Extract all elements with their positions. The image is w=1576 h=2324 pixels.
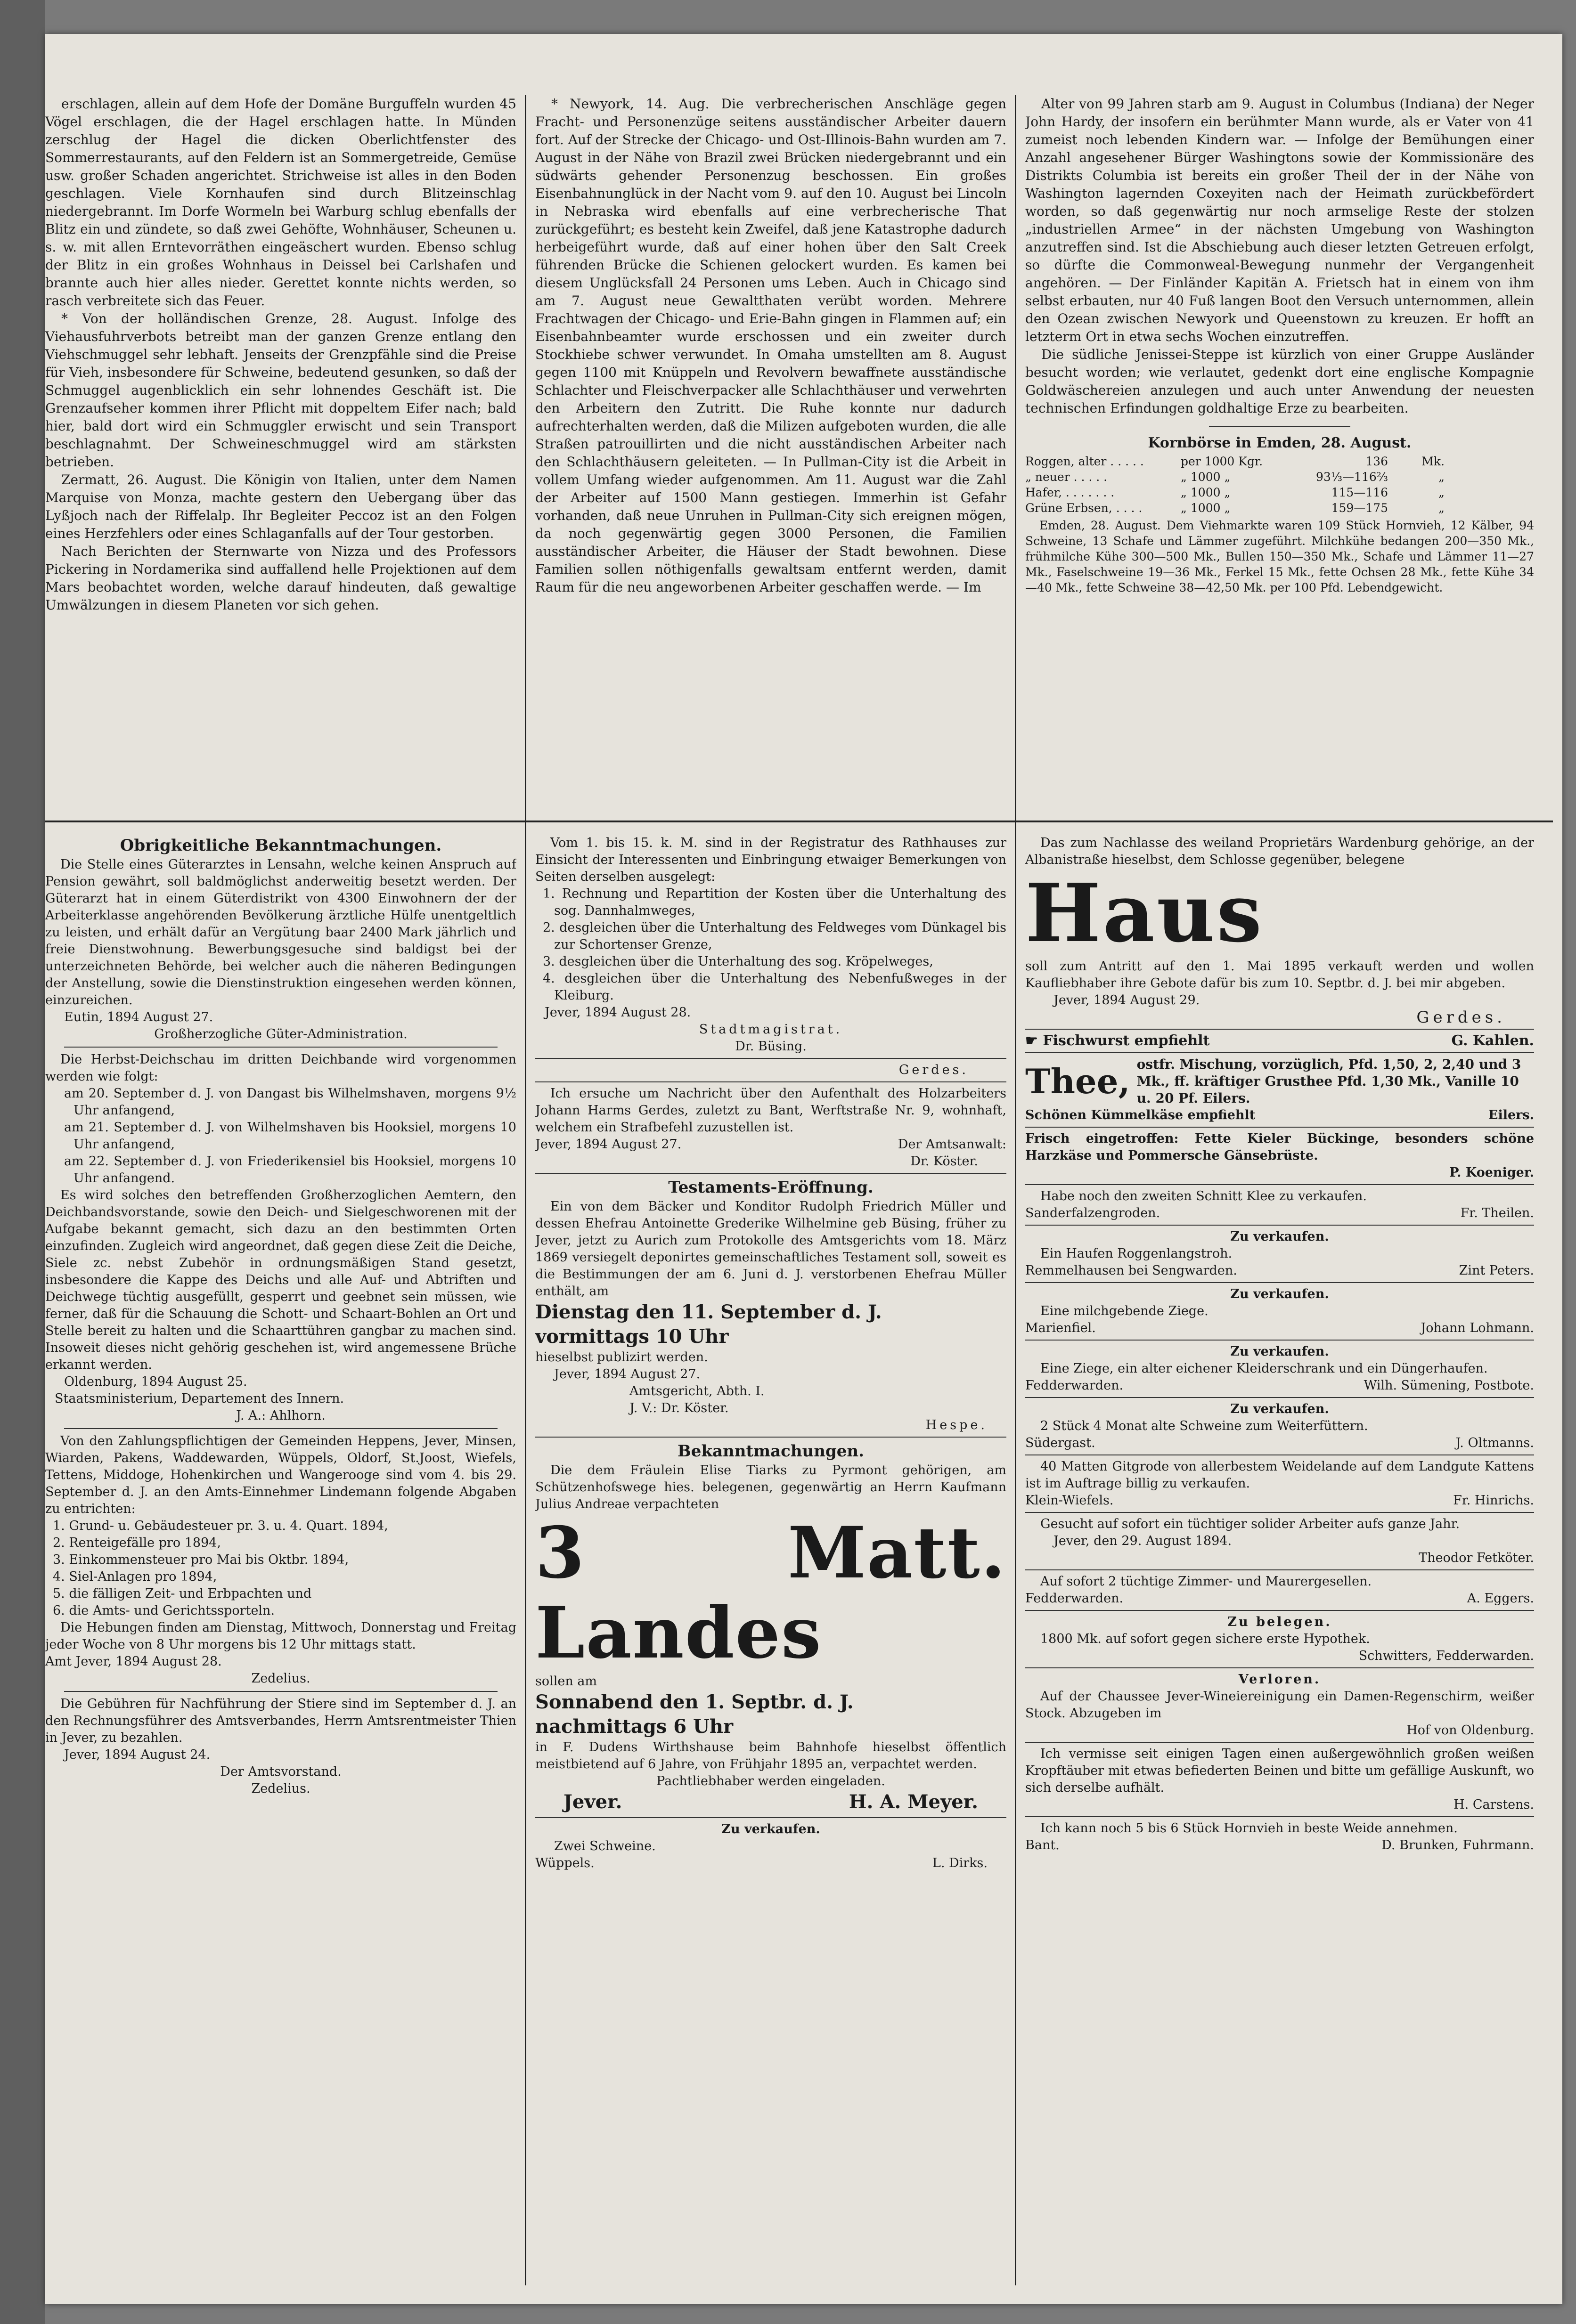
ad-title: Verloren. xyxy=(1238,1672,1321,1687)
abgaben-list xyxy=(45,1518,516,1619)
divider xyxy=(1025,1225,1534,1226)
news-para: * Newyork, 14. Aug. Die verbrecherischen Anschläge gegen Fracht- und Personenzüge seitens ausständischer Arbeiter dauern fort. Auf der Strecke der Chicago- und Ost-Illinois-Bahn wurden am 7. August in der Nähe von Brazil zwei Brücken niedergebrannt und ein südwärts gehender Personenzug beschossen. Ein großes Eisenbahnunglück in der Nacht vom 9. auf den 10. August bei Lincoln in Nebraska wird ebenfalls auf eine verbrecherische That zurückgeführt; es besteht kein Zweifel, daß jene Katastrophe dadurch herbeigeführt wurde, daß auf einer hohen über den Salt Creek führenden Brücke die Schienen gelockert wurden. Es kamen bei diesem Unglücksfall 24 Personen ums Leben. Auch in Chicago sind am 7. August neue Gewaltthaten verübt worden. Mehrere Frachtwagen der Chicago- und Erie-Bahn gingen in Flammen auf; ein Eisenbahnbeamter wurde erschossen und ein zweiter durch Stockhiebe schwer verwundet. In Omaha umstellten am 8. August gegen 1100 mit Knüppeln und Revolvern bewaffnete ausständische Schlachter und Fleischverpacker alle Schlachthäuser und verwehrten den Arbeitern den Zutritt. Die Ruhe konnte nur dadurch aufrechterhalten werden, daß die Milizen aufgeboten wurden, die alle Straßen patrouillirten und die nicht ausständischen Arbeiter nach den Schlachthäusern geleiteten. — In Pullman-City ist die Arbeit in vollem Umfang wieder aufgenommen. Am 11. August war die Zahl der Arbeiter auf 1500 Mann gestiegen. Immerhin ist Gefahr vorhanden, daß neue Unruhen in Pullman-City sich ereignen mögen, da noch gegenwärtig gegen 3000 Personen, die Familien ausständischer Arbeiter, die Häuser der Stadt bewohnen. Diese Familien sollen nöthigenfalls gewaltsam entfernt werden, damit Raum für die neu angeworbenen Arbeiter geschaffen werde. — Im xyxy=(535,96,1006,595)
table-cell: „ 1000 „ xyxy=(1181,486,1231,499)
notice-signature: J. A.: Ahlhorn. xyxy=(236,1408,326,1423)
ad-place: Fedderwarden. xyxy=(1025,1378,1124,1393)
table-row xyxy=(1025,469,1534,485)
divider xyxy=(1025,1512,1534,1513)
ad-footer xyxy=(1025,1320,1534,1337)
ad-place: Südergast. xyxy=(1025,1436,1095,1450)
notice-text: Das zum Nachlasse des weiland Proprietärs Wardenburg gehörige, an der Albanistraße hieselbst, dem Schlosse gegenüber, belegene xyxy=(1025,836,1534,867)
ad-place: Bant. xyxy=(1025,1838,1060,1853)
list-item: 2. Renteigefälle pro 1894, xyxy=(53,1536,221,1550)
headline-landes: 3 Matt. Landes xyxy=(535,1511,1006,1674)
table-cell: 159—175 xyxy=(1331,501,1388,515)
highlight-time: nachmittags 6 Uhr xyxy=(535,1715,734,1738)
ad-signature: D. Brunken, Fuhrmann. xyxy=(1381,1838,1534,1853)
ad-signature: P. Koeniger. xyxy=(1449,1165,1534,1180)
notice-text: in F. Dudens Wirthshause beim Bahnhofe hieselbst öffentlich meistbietend auf 6 Jahre, von Frühjahr 1895 an, verpachtet werden. xyxy=(535,1740,1006,1771)
ad-signature: Johann Lohmann. xyxy=(1421,1321,1534,1335)
section-title: Zu verkaufen. xyxy=(721,1822,820,1836)
ad-signature: Wilh. Sümening, Postbote. xyxy=(1364,1378,1534,1393)
news-para: Zermatt, 26. August. Die Königin von Italien, unter dem Namen Marquise von Monza, machte gestern den Uebergang über das Lyßjoch nach der Riffelalp. Ihr Begleiter Peccoz ist an den Folgen eines Herzfehlers oder eines Schlaganfalls auf der Tour gestorben. xyxy=(45,472,516,541)
list-item: 3. desgleichen über die Unterhaltung des sog. Kröpelweges, xyxy=(543,954,933,969)
table-cell: „ neuer . . . . . xyxy=(1025,470,1108,484)
ad-signature: Theodor Fetköter. xyxy=(1419,1551,1534,1565)
viehmarkt-report: Emden, 28. August. Dem Viehmarkte waren 109 Stück Hornvieh, 12 Kälber, 94 Schweine, 13 Schafe und Lämmer zugeführt. Milchkühe bedangen 200—350 Mk., frühmilche Kühe 300—500 Mk., Bullen 150—350 Mk., Schafe und Lämmer 11—27 Mk., Faselschweine 19—36 Mk., Ferkel 15 Mk., fette Ochsen 28 Mk., fette Kühe 34—40 Mk., fette Schweine 38—42,50 Mk. per 100 Pfd. Lebendgewicht. xyxy=(1025,519,1534,594)
notice-place: Jever. xyxy=(563,1791,622,1813)
ad-signature: Hof von Oldenburg. xyxy=(1406,1723,1534,1738)
notice-signature: H. A. Meyer. xyxy=(849,1791,978,1813)
notice-signature: Großherzogliche Güter-Administration. xyxy=(154,1027,408,1041)
table-cell: „ 1000 „ xyxy=(1181,470,1231,484)
notice-footer xyxy=(535,1136,1006,1153)
ad-signature: G. Kahlen. xyxy=(1451,1032,1534,1049)
list-item: 1. Rechnung und Repartition der Kosten über die Unterhaltung des sog. Dannhalmweges, xyxy=(543,886,1006,918)
ad-text: Auf sofort 2 tüchtige Zimmer- und Maurergesellen. xyxy=(1040,1574,1372,1589)
news-para: Die südliche Jenissei-Steppe ist kürzlich von einer Gruppe Ausländer besucht worden; wie verlautet, gedenkt dort eine englische Kompagnie Goldwäschereien anzulegen und auch unter Anwendung der neuesten technischen Erfindungen goldhaltige Erze zu bearbeiten. xyxy=(1025,347,1534,416)
notice-item: am 20. September d. J. von Dangast bis Wilhelmshaven, morgens 9½ Uhr anfangend, xyxy=(64,1086,516,1118)
ad-place: Klein-Wiefels. xyxy=(1025,1493,1114,1508)
notice-date: Amt Jever, 1894 August 28. xyxy=(45,1654,222,1669)
table-cell: „ 1000 „ xyxy=(1181,501,1231,515)
notice-text: Von den Zahlungspflichtigen der Gemeinden Heppens, Jever, Minsen, Wiarden, Pakens, Waddewarden, Wüppels, Oldorf, St.Joost, Wiefels, Tettens, Middoge, Hohenkirchen und Wangerooge sind vom 4. bis 29. September d. J. an den Amts-Einnehmer Lindemann folgende Abgaben zu entrichten: xyxy=(45,1434,516,1516)
list-item: 4. Siel-Anlagen pro 1894, xyxy=(53,1569,217,1584)
notice-footer xyxy=(535,1855,1006,1872)
divider xyxy=(1025,1052,1534,1053)
notice-text: soll zum Antritt auf den 1. Mai 1895 verkauft werden und wollen Kaufliebhaber ihre Gebote dafür bis zum 10. Septbr. d. J. bei mir abgeben. xyxy=(1025,959,1534,991)
ad-signature: Schwitters, Fedderwarden. xyxy=(1358,1649,1534,1663)
ad-place: Remmelhausen bei Sengwarden. xyxy=(1025,1263,1237,1278)
divider xyxy=(1025,1667,1534,1668)
notice-signature: Stadtmagistrat. xyxy=(699,1022,843,1037)
notice-date: Jever, 1894 August 27. xyxy=(554,1367,701,1381)
divider xyxy=(1025,1282,1534,1283)
notice-item: am 22. September d. J. von Friederikensiel bis Hooksiel, morgens 10 Uhr anfangend. xyxy=(64,1154,516,1186)
ad-text: Ein Haufen Roggenlangstroh. xyxy=(1040,1246,1233,1261)
ad-title: Zu belegen. xyxy=(1227,1615,1332,1629)
table-cell: „ xyxy=(1438,501,1445,515)
section-rule xyxy=(45,821,1553,822)
news-column-left xyxy=(45,95,516,839)
table-cell: Hafer, . . . . . . . xyxy=(1025,486,1115,499)
list-item: 2. desgleichen über die Unterhaltung des Feldweges vom Dünkagel bis zur Schortenser Grenze, xyxy=(543,920,1006,952)
divider xyxy=(535,1058,1006,1059)
divider xyxy=(64,1047,498,1048)
news-para: Alter von 99 Jahren starb am 9. August in Columbus (Indiana) der Neger John Hardy, der insofern ein berühmter Mann wurde, als er Vater von 41 zumeist noch lebenden Kindern war. — Infolge der Bemühungen einer Anzahl angesehener Bürger Washingtons sowie der Kommissionäre des Distrikts Columbia ist bereits ein großer Theil der in der Nähe von Washington lagernden Coxeyiten nach der Heimath zurückbefördert worden, so daß gegenwärtig nur noch armselige Reste der stolzen „industriellen Armee“ in der nächsten Umgebung von Washington anzutreffen sind. Ist die Abschiebung auch dieser letzten Getreuen erfolgt, so dürfte die Commonweal-Bewegung nunmehr der Vergangenheit angehören. — Der Finländer Kapitän A. Frietsch hat in einem von ihm selbst erbauten, nur 40 Fuß langen Boot den Versuch unternommen, allein den Ozean zwischen Newyork und Queenstown zu kreuzen. Er hofft an letzterm Ort in etwa sechs Wochen einzutreffen. xyxy=(1025,96,1534,344)
newspaper-page xyxy=(45,34,1562,2304)
divider xyxy=(1025,1569,1534,1570)
divider xyxy=(64,1428,498,1429)
pointing-hand-icon: ☛ xyxy=(1025,1032,1043,1049)
notice-item: am 21. September d. J. von Wilhelmshaven bis Hooksiel, morgens 10 Uhr anfangend, xyxy=(64,1120,516,1152)
highlight-time: vormittags 10 Uhr xyxy=(535,1325,729,1348)
notice-signature: Amtsgericht, Abth. I. xyxy=(629,1384,765,1398)
news-column-middle xyxy=(535,95,1006,839)
divider xyxy=(535,1437,1006,1438)
ad-place: Sanderfalzengroden. xyxy=(1025,1206,1160,1220)
divider xyxy=(64,1691,498,1692)
list-item: 6. die Amts- und Gerichtssporteln. xyxy=(53,1603,275,1618)
notice-text: Die Herbst-Deichschau im dritten Deichbande wird vorgenommen werden wie folgt: xyxy=(45,1052,516,1084)
page-edge xyxy=(0,0,45,2324)
table-cell: Mk. xyxy=(1421,455,1445,468)
announcements-column-1 xyxy=(45,835,516,2295)
ad-text: Eine milchgebende Ziege. xyxy=(1040,1304,1209,1318)
table-cell: 115—116 xyxy=(1331,486,1388,499)
notice-signature: Gerdes. xyxy=(1416,1008,1506,1027)
ad-text: 40 Matten Gitgrode von allerbestem Weidelande auf dem Landgute Kattens ist im Auftrage billig zu verkaufen. xyxy=(1025,1459,1534,1491)
divider xyxy=(535,1081,1006,1082)
notice-signature: Zedelius. xyxy=(251,1671,310,1686)
table-cell: Roggen, alter . . . . . xyxy=(1025,455,1144,468)
ad-fischwurst xyxy=(1025,1032,1534,1049)
notice-signature: Zedelius. xyxy=(251,1781,310,1796)
notice-text: sollen am xyxy=(535,1674,597,1689)
divider xyxy=(1025,1029,1534,1030)
table-cell: Grüne Erbsen, . . . . xyxy=(1025,501,1143,515)
kornboerse-table xyxy=(1025,435,1534,595)
divider xyxy=(1025,1816,1534,1817)
ad-footer xyxy=(1025,1492,1534,1509)
divider xyxy=(1025,1127,1534,1128)
ad-text: Gesucht auf sofort ein tüchtiger solider Arbeiter aufs ganze Jahr. xyxy=(1040,1517,1460,1531)
ad-text: Habe noch den zweiten Schnitt Klee zu verkaufen. xyxy=(1040,1189,1367,1203)
ad-text: Eine Ziege, ein alter eichener Kleiderschrank und ein Düngerhaufen. xyxy=(1040,1361,1488,1376)
notice-date: Jever, 1894 August 29. xyxy=(1053,993,1200,1008)
notice-signature: J. V.: Dr. Köster. xyxy=(629,1401,729,1415)
notice-signature: Der Amtsanwalt: xyxy=(898,1137,1006,1152)
ad-place: Marienfiel. xyxy=(1025,1321,1096,1335)
column-rule xyxy=(525,95,526,839)
ad-text: Schönen Kümmelkäse empfiehlt xyxy=(1025,1108,1256,1122)
notice-name: Hespe. xyxy=(925,1418,988,1432)
notice-text: Ich ersuche um Nachricht über den Aufenthalt des Holzarbeiters Johann Harms Gerdes, zuletzt zu Bant, Werftstraße Nr. 9, wohnhaft, welchem ein Strafbefehl zuzustellen ist. xyxy=(535,1086,1006,1135)
notice-text: Pachtliebhaber werden eingeladen. xyxy=(656,1774,885,1788)
column-rule xyxy=(525,835,526,2285)
announcements-column-2 xyxy=(535,835,1006,2295)
ad-title: Zu verkaufen. xyxy=(1230,1402,1329,1416)
news-column-right xyxy=(1025,95,1534,839)
ad-text: Frisch eingetroffen: Fette Kieler Bückinge, besonders schöne Harzkäse und Pommersche Gänsebrüste. xyxy=(1025,1131,1534,1163)
notice-date: Jever, 1894 August 24. xyxy=(64,1747,211,1762)
ad-title: Zu verkaufen. xyxy=(1230,1287,1329,1301)
table-cell: 136 xyxy=(1365,455,1388,468)
news-para: erschlagen, allein auf dem Hofe der Domäne Burguffeln wurden 45 Vögel erschlagen, die der Hagel erschlagen hatte. In Münden zerschlug der Hagel die dicken Oberlichtfenster des Sommerrestaurants, auf den Feldern ist an Sommergetreide, Gemüse usw. großer Schaden angerichtet. Strichweise ist alles in den Boden geschlagen. Viele Kornhaufen sind durch Blitzeinschlag niedergebrannt. Im Dorfe Wormeln bei Warburg schlug ebenfalls der Blitz ein und zündete, so daß zwei Gehöfte, Wohnhäuser, Scheunen u. s. w. mit allen Erntevorräthen eingeäschert wurden. Ebenso schlug der Blitz in ein großes Wohnhaus in Deissel bei Carlshafen und brannte auch hier alles nieder. Gerettet konnte nichts werden, so rasch verbreitete sich das Feuer. xyxy=(45,96,516,309)
news-para: Nach Berichten der Sternwarte von Nizza und des Professors Pickering in Nordamerika sind auffallend helle Projektionen auf dem Mars beobachtet worden, welche darauf hindeuten, daß gewaltige Umwälzungen in diesem Planeten vor sich gehen. xyxy=(45,544,516,613)
highlight-date: Sonnabend den 1. Septbr. d. J. xyxy=(535,1691,854,1713)
ad-place: Fedderwarden. xyxy=(1025,1591,1124,1606)
ad-footer xyxy=(1025,1590,1534,1607)
ad-thee xyxy=(1025,1056,1534,1107)
ad-footer xyxy=(1025,1377,1534,1394)
column-rule xyxy=(1015,95,1016,839)
notice-date: Jever, 1894 August 28. xyxy=(545,1005,691,1020)
ad-signature: Eilers. xyxy=(1488,1108,1534,1122)
notice-date: Eutin, 1894 August 27. xyxy=(64,1010,213,1024)
ad-signature: J. Oltmanns. xyxy=(1455,1436,1534,1450)
table-cell: per 1000 Kgr. xyxy=(1181,455,1263,468)
ad-signature: H. Carstens. xyxy=(1454,1797,1534,1812)
ad-text: 1800 Mk. auf sofort gegen sichere erste Hypothek. xyxy=(1040,1632,1370,1646)
ad-footer xyxy=(1025,1262,1534,1279)
divider xyxy=(1025,1397,1534,1398)
ad-text: Auf der Chaussee Jever-Wineiereinigung ein Damen-Regenschirm, weißer Stock. Abzugeben im xyxy=(1025,1689,1534,1721)
notice-text: Die Stelle eines Güterarztes in Lensahn, welche keinen Anspruch auf Pension gewährt, soll baldmöglichst anderweitig besetzt werden. Der Güterarzt hat in einem Güterdistrikt von 4300 Einwohnern der der Arbeiterklasse angehörenden Bevölkerung ärztliche Hülfe unentgeltlich zu leisten, und erhält dafür an Vergütung baar 2400 Mark jährlich und freie Dienstwohnung. Bewerbungsgesuche sind baldigst bei der unterzeichneten Behörde, bei welcher auch die näheren Bedingungen der Anstellung, sowie die Dienstinstruktion eingesehen werden können, einzureichen. xyxy=(45,857,516,1008)
notice-signature: Der Amtsvorstand. xyxy=(220,1764,342,1779)
notice-text: Die Gebühren für Nachführung der Stiere sind im September d. J. an den Rechnungsführer des Amtsverbandes, Herrn Amtsrentmeister Thien in Jever, zu bezahlen. xyxy=(45,1697,516,1745)
notice-name: Gerdes. xyxy=(898,1063,969,1077)
ad-signature: Fr. Theilen. xyxy=(1460,1206,1534,1220)
ad-text: Fischwurst empfiehlt xyxy=(1043,1032,1210,1049)
notice-text: Ein von dem Bäcker und Konditor Rudolph Friedrich Müller und dessen Ehefrau Antoinette Grederike Wilhelmine geb Büsing, früher zu Jever, jetzt zu Aurich zum Protokolle des Amtsgerichts vom 18. März 1869 versiegelt deponirtes gemeinschaftliches Testament soll, soweit es die Bestimmungen der am 6. Juni d. J. verstorbenen Ehefrau Müller enthält, am xyxy=(535,1199,1006,1299)
notice-text: hieselbst publizirt werden. xyxy=(535,1350,708,1365)
ad-title: Zu verkaufen. xyxy=(1230,1344,1329,1359)
divider xyxy=(1209,426,1350,427)
section-title: Testaments-Eröffnung. xyxy=(668,1178,874,1197)
table-cell: „ xyxy=(1438,486,1445,499)
notice-signature: Dr. Köster. xyxy=(910,1154,978,1169)
notice-text: Vom 1. bis 15. k. M. sind in der Registratur des Rathhauses zur Einsicht der Interessenten und Einbringung etwaiger Bemerkungen von Seiten derselben ausgelegt: xyxy=(535,836,1006,884)
notice-signature: Dr. Büsing. xyxy=(735,1039,807,1054)
list-item: 1. Grund- u. Gebäudesteuer pr. 3. u. 4. Quart. 1894, xyxy=(53,1519,388,1533)
divider xyxy=(1025,1184,1534,1185)
ad-text: Ich vermisse seit einigen Tagen einen außergewöhnlich großen weißen Kropftäuber mit etwas befiederten Beinen und bitte um gefällige Auskunft, wo sich derselbe aufhält. xyxy=(1025,1747,1534,1795)
divider xyxy=(1025,1742,1534,1743)
ad-footer xyxy=(1025,1837,1534,1854)
list-item: 3. Einkommensteuer pro Mai bis Oktbr. 1894, xyxy=(53,1552,349,1567)
ad-text: ostfr. Mischung, vorzüglich, Pfd. 1,50, 2, 2,40 und 3 Mk., ff. kräftiger Grusthee Pfd. 1,30 Mk., Vanille 10 u. 20 Pf. Eilers. xyxy=(1136,1056,1521,1106)
table-row xyxy=(1025,485,1534,500)
ad-footer xyxy=(1025,1435,1534,1452)
ad-date: Jever, den 29. August 1894. xyxy=(1053,1534,1232,1548)
ad-title: Zu verkaufen. xyxy=(1230,1229,1329,1244)
ad-footer xyxy=(1025,1205,1534,1222)
list-item: 4. desgleichen über die Unterhaltung des Nebenfußweges in der Kleiburg. xyxy=(543,971,1006,1003)
highlight-date: Dienstag den 11. September d. J. xyxy=(535,1301,882,1323)
announcements-column-3 xyxy=(1025,835,1534,2295)
notice-place: Wüppels. xyxy=(535,1856,595,1870)
ad-signature: Fr. Hinrichs. xyxy=(1453,1493,1534,1508)
notice-date: Jever, 1894 August 27. xyxy=(535,1137,682,1152)
notice-text: Es wird solches den betreffenden Großherzoglichen Aemtern, den Deichbandsvorstande, sowie den Deich- und Sielgeschworenen mit der Aufgabe bekannt gemacht, sich dazu an den bestimmten Orten einzufinden. Zugleich wird angeordnet, daß gegen diese Zeit die Deiche, Siele zc. nebst Zubehör in ordnungsmäßigen Stand gesetzt, insbesondere die Kappe des Deichs und alle Auf- und Abtriften und Deichwege tüchtig ausgefüllt, gesperrt und geebnet sein müssen, wie ferner, daß für die Schauung die Schott- und Schaart-Bohlen an Ort und Stelle bereit zu halten und die Schaarttühren gangbar zu machen sind. Insoweit dieses nicht gehörig geschehen ist, wird angemessene Brüche erkannt werden. xyxy=(45,1188,516,1372)
ad-text: Ich kann noch 5 bis 6 Stück Hornvieh in beste Weide annehmen. xyxy=(1040,1821,1458,1836)
section-title: Bekanntmachungen. xyxy=(678,1442,864,1461)
divider xyxy=(535,1173,1006,1174)
divider xyxy=(1025,1340,1534,1341)
notice-signature: L. Dirks. xyxy=(932,1856,988,1870)
notice-signature: Staatsministerium, Departement des Innern. xyxy=(55,1391,344,1406)
notice-date: Oldenburg, 1894 August 25. xyxy=(64,1374,247,1389)
notice-text: Zwei Schweine. xyxy=(554,1839,656,1853)
table-cell: 93⅓—116⅔ xyxy=(1316,470,1388,484)
divider xyxy=(1025,1610,1534,1611)
notice-text: Die Hebungen finden am Dienstag, Mittwoch, Donnerstag und Freitag jeder Woche von 8 Uhr morgens bis 12 Uhr mittags statt. xyxy=(45,1620,516,1652)
notice-footer xyxy=(535,1790,1006,1814)
divider xyxy=(535,1817,1006,1818)
ad-signature: Zint Peters. xyxy=(1459,1263,1534,1278)
section-title: Obrigkeitliche Bekanntmachungen. xyxy=(120,836,442,855)
column-rule xyxy=(1015,835,1016,2285)
news-para: * Von der holländischen Grenze, 28. August. Infolge des Viehausfuhrverbots betreibt man der ganzen Grenze entlang den Viehschmuggel sehr lebhaft. Jenseits der Grenzpfähle sind die Preise für Vieh, insbesondere für Schweine, bedeutend gesunken, so daß der Schmuggel augenblicklich ein sehr lohnendes Geschäft ist. Die Grenzaufseher kommen ihrer Pflicht mit doppeltem Eifer nach; bald hier, bald dort wird ein Schmuggler erwischt und sein Transport beschlagnahmt. Der Schweineschmuggel wird am stärksten betrieben. xyxy=(45,311,516,470)
ad-signature: A. Eggers. xyxy=(1467,1591,1534,1606)
list-item: 5. die fälligen Zeit- und Erbpachten und xyxy=(53,1586,312,1601)
ad-kuemmel xyxy=(1025,1107,1534,1124)
kornboerse-title: Kornbörse in Emden, 28. August. xyxy=(1148,435,1412,451)
ad-text: 2 Stück 4 Monat alte Schweine zum Weiterfüttern. xyxy=(1040,1419,1368,1433)
table-row xyxy=(1025,500,1534,516)
ad-headline: Thee, xyxy=(1025,1061,1130,1101)
table-row xyxy=(1025,454,1534,469)
notice-text: Die dem Fräulein Elise Tiarks zu Pyrmont gehörigen, am Schützenhofswege hies. belegenen, gegenwärtig an Herrn Kaufmann Julius Andreae verpachteten xyxy=(535,1463,1006,1511)
registratur-list xyxy=(535,886,1006,1004)
table-cell: „ xyxy=(1438,470,1445,484)
headline-haus: Haus xyxy=(1025,866,1264,960)
